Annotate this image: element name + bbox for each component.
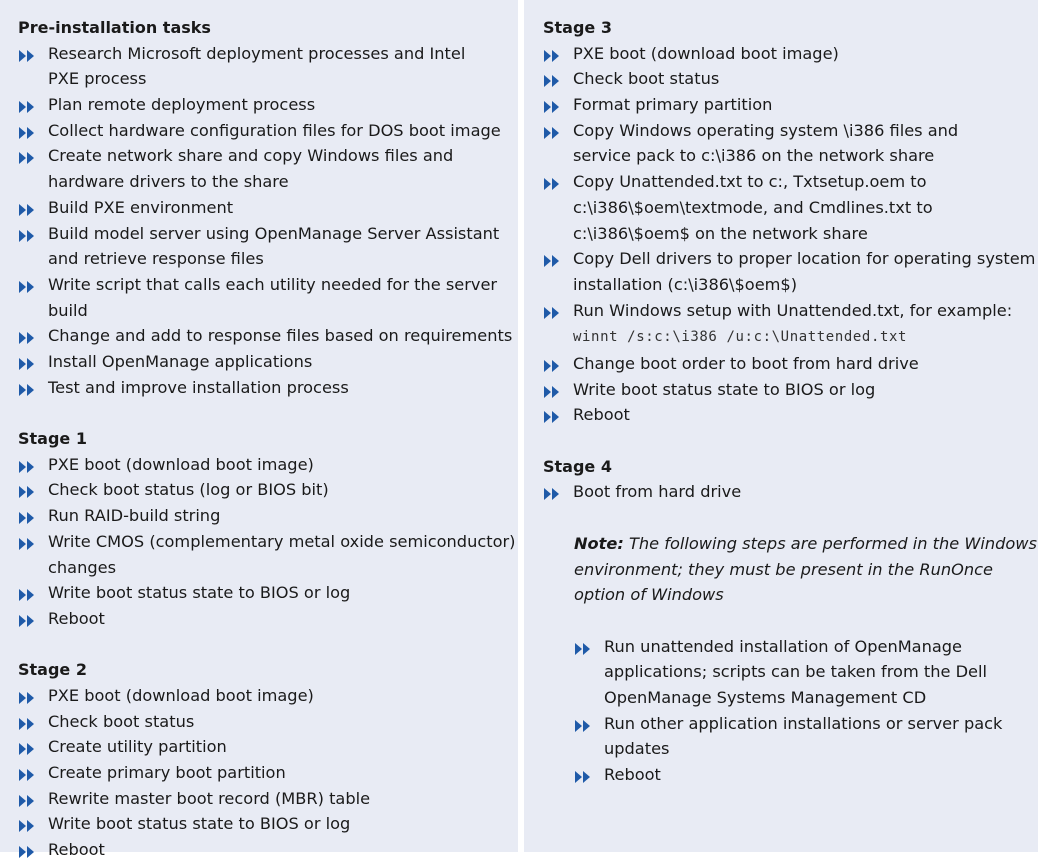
list-item [543,246,1038,297]
list-item-text: Reboot [604,765,661,785]
double-chevron-right-icon [18,277,36,293]
list-item [18,580,518,606]
double-chevron-right-icon [574,767,592,783]
list-item-text: Write boot status state to BIOS or log [48,583,351,603]
list-item [18,709,518,735]
list-item-text: Install OpenManage applications [48,352,313,372]
double-chevron-right-icon [543,382,561,398]
run-setup-command: winnt /s:c:\i386 /u:c:\Unattended.txt [573,329,908,346]
stage2-title: Stage 2 [18,660,87,680]
list-item-text: Create network share and copy Windows files and hardware drivers to the share [48,146,454,192]
list-item [543,41,1038,67]
list-item [18,606,518,632]
list-item [18,118,518,144]
pre-install-list [18,41,518,401]
note-label: Note: [574,533,624,553]
double-chevron-right-icon [18,354,36,370]
double-chevron-right-icon [574,639,592,655]
double-chevron-right-icon [543,484,561,500]
list-item-text: Copy Unattended.txt to c:, Txtsetup.oem to c:\i386\$oem\textmode, and Cmdlines.txt to c:\i386\$oem$ on the network share [573,172,933,243]
list-item [18,452,518,478]
list-item [18,760,518,786]
left-column [0,0,518,860]
list-item-text: Format primary partition [573,95,773,114]
double-chevron-right-icon [18,508,36,524]
double-chevron-right-icon [18,123,36,139]
list-item-text: Change and add to response files based on requirements [48,326,513,346]
list-item [18,221,518,272]
double-chevron-right-icon [543,356,561,372]
list-item-text: Write CMOS (complementary metal oxide semiconductor) changes [48,531,516,577]
list-item-text: Rewrite master boot record (MBR) table [48,788,371,808]
list-item-text: Reboot [48,608,105,628]
list-item [543,351,1038,377]
list-item-text: Create primary boot partition [48,763,286,783]
list-item-text: Copy Windows operating system \i386 files and service pack to c:\i386 on the network share [573,120,959,166]
double-chevron-right-icon [543,97,561,113]
double-chevron-right-icon [18,611,36,627]
double-chevron-right-icon [543,174,561,190]
list-item [18,195,518,221]
stage4-sub-list [574,634,1038,788]
list-item-text: Write script that calls each utility needed for the server build [48,274,498,320]
list-item-text: Copy Dell drivers to proper location for operating system installation (c:\i386\$oem$) [573,249,1036,294]
double-chevron-right-icon [18,714,36,730]
double-chevron-right-icon [18,534,36,550]
double-chevron-right-icon [18,148,36,164]
double-chevron-right-icon [18,200,36,216]
list-item [18,349,518,375]
list-item-text: PXE boot (download boot image) [48,685,314,705]
double-chevron-right-icon [543,303,561,319]
double-chevron-right-icon [543,123,561,139]
list-item [543,479,1038,505]
list-item-text: Check boot status (log or BIOS bit) [48,480,329,500]
list-item [574,711,1038,762]
list-item [18,375,518,401]
list-item [18,786,518,812]
list-item [18,811,518,837]
list-item-text: Reboot [48,840,105,860]
double-chevron-right-icon [18,739,36,755]
list-item [18,683,518,709]
stage1-list [18,452,518,632]
list-item-text: Test and improve installation process [48,377,349,397]
list-item-text: Check boot status [48,711,195,731]
list-item-text: PXE boot (download boot image) [48,454,314,474]
note-text: The following steps are performed in the Windows environment; they must be present in the RunOnce option of Windows [574,533,1037,605]
list-item-text: Write boot status state to BIOS or log [48,814,351,834]
list-item-text: Research Microsoft deployment processes and Intel PXE process [48,43,466,89]
double-chevron-right-icon [18,97,36,113]
stage3-list [543,41,1038,298]
list-item [543,66,1038,92]
list-item-text: Boot from hard drive [573,482,742,502]
list-item [543,377,1038,403]
stage4-list [543,479,1038,505]
double-chevron-right-icon [543,407,561,423]
list-item [543,298,1038,351]
list-item [543,402,1038,428]
list-item-text: Plan remote deployment process [48,95,316,114]
double-chevron-right-icon [543,71,561,87]
stage4-title: Stage 4 [543,456,612,476]
list-item [18,734,518,760]
pre-install-title: Pre-installation tasks [18,18,211,37]
double-chevron-right-icon [18,457,36,473]
list-item [18,477,518,503]
double-chevron-right-icon [18,585,36,601]
right-column [524,0,1038,852]
list-item [18,323,518,349]
stage3-after-list [543,351,1038,428]
list-item-text: Check boot status [573,69,720,89]
double-chevron-right-icon [543,251,561,267]
list-item [18,143,518,194]
list-item [18,92,518,118]
list-item-text: Run unattended installation of OpenManage applications; scripts can be taken from the Dell OpenManage Systems Management CD [604,636,987,708]
double-chevron-right-icon [18,842,36,858]
stage3-title: Stage 3 [543,18,612,37]
double-chevron-right-icon [18,816,36,832]
stage2-list [18,683,518,863]
list-item [18,41,518,92]
list-item [574,634,1038,711]
list-item [543,169,1038,246]
stage1-title: Stage 1 [18,429,87,449]
list-item [574,762,1038,788]
list-item-text: Reboot [573,405,630,425]
stage3-setup-list [543,298,1038,351]
list-item [543,92,1038,118]
list-item-text: Run other application installations or server pack updates [604,713,1003,759]
list-item-text: Change boot order to boot from hard drive [573,354,919,374]
list-item-text: Create utility partition [48,737,227,757]
double-chevron-right-icon [18,328,36,344]
double-chevron-right-icon [18,226,36,242]
list-item [543,118,1038,169]
double-chevron-right-icon [543,46,561,62]
double-chevron-right-icon [18,380,36,396]
list-item-text: Collect hardware configuration files for DOS boot image [48,120,501,140]
double-chevron-right-icon [574,716,592,732]
run-setup-text: Run Windows setup with Unattended.txt, for example: [573,300,1013,320]
list-item-text: PXE boot (download boot image) [573,43,839,63]
double-chevron-right-icon [18,688,36,704]
list-item [18,837,518,863]
list-item-text: Write boot status state to BIOS or log [573,379,876,399]
double-chevron-right-icon [18,791,36,807]
list-item [18,529,518,580]
double-chevron-right-icon [18,765,36,781]
list-item-text: Build PXE environment [48,197,234,217]
list-item-text: Run RAID-build string [48,506,221,526]
double-chevron-right-icon [18,46,36,62]
double-chevron-right-icon [18,482,36,498]
windows-note [543,531,1038,608]
list-item [18,503,518,529]
list-item-text: Build model server using OpenManage Server Assistant and retrieve response files [48,223,500,269]
list-item [18,272,518,323]
